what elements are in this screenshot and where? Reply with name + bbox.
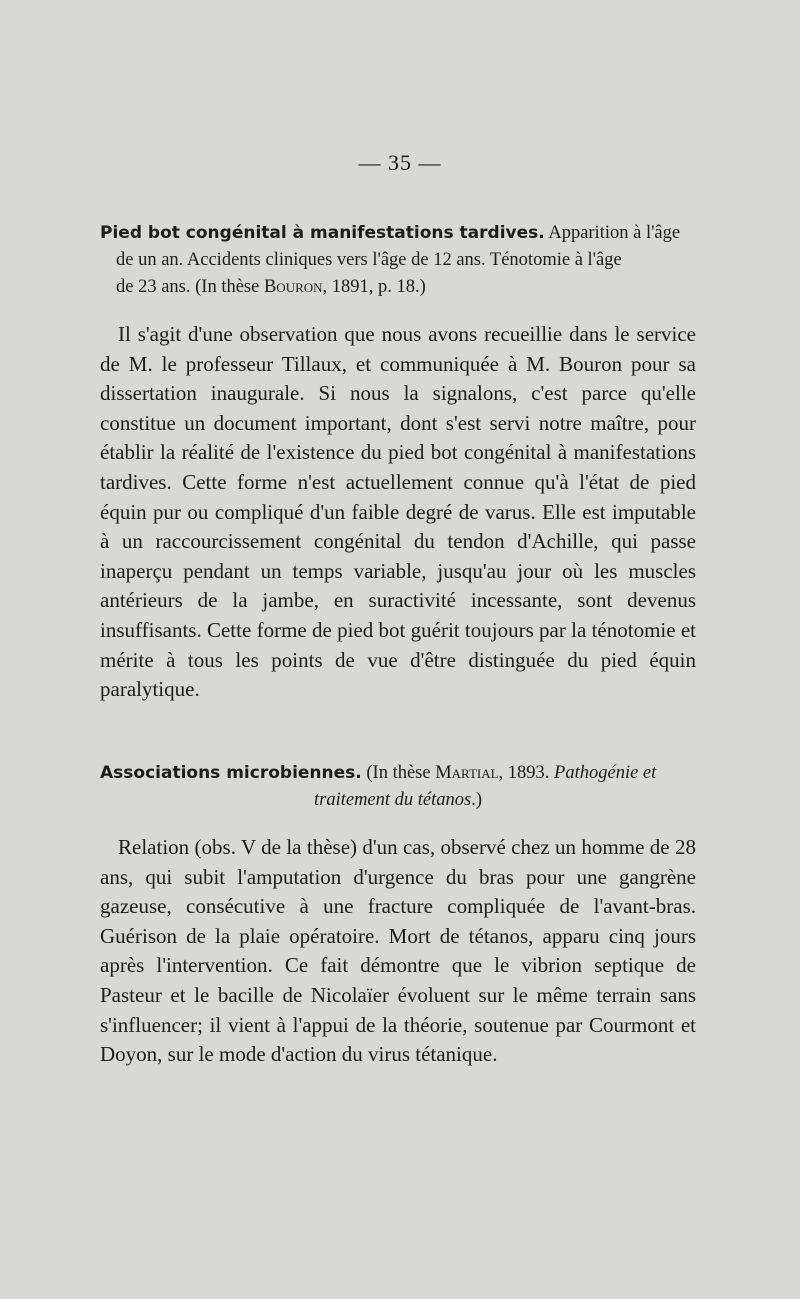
- section-desc-line1: Apparition à l'âge: [548, 223, 681, 243]
- section-desc-pre: de 23 ans. (In thèse: [116, 277, 260, 297]
- section-desc-post: .): [471, 790, 483, 810]
- section-desc-pre: (In thèse: [366, 763, 431, 783]
- body-paragraph-2: Relation (obs. V de la thèse) d'un cas, observé chez un homme de 28 ans, qui subit l'amputation d'urgence du bras pour une gangrène gazeuse, consécutive à une fracture compliquée de l'avant-bras. Guérison de la plaie opératoire. Mort de tétanos, apparu cinq jours après l'intervention. Ce fait démontre que le vibrion septique de Pasteur et le bacille de Nicolaïer évoluent sur le même terrain sans s'influencer; il vient à l'appui de la théorie, soutenue par Courmont et Doyon, sur le mode d'action du virus tétanique.: [100, 835, 696, 1067]
- section-desc-author: Martial: [435, 763, 499, 783]
- section-title: Associations microbiennes.: [100, 763, 362, 783]
- section-desc-line2-text: de un an. Accidents cliniques vers l'âge de 12 ans. Ténotomie à l'âge: [116, 250, 622, 270]
- section-desc-italic-title: Pathogénie et: [554, 763, 657, 783]
- page-number: — 35 —: [358, 150, 442, 175]
- section-heading-associations: [100, 760, 696, 814]
- section-desc-author: Bouron: [263, 277, 323, 297]
- section-desc-italic-title-2: traitement du tétanos: [313, 790, 472, 810]
- section-desc-year: , 1893.: [498, 763, 550, 783]
- section-desc-line3: [100, 274, 696, 301]
- section-desc-line2: [100, 247, 696, 274]
- body-paragraph-1: Il s'agit d'une observation que nous avons recueillie dans le service de M. le professeur Tillaux, et communiquée à M. Bouron pour sa dissertation inaugurale. Si nous la signalons, c'est parce qu'elle constitue un document important, dont s'est servi notre maître, pour établir la réalité de l'existence du pied bot congénital à manifestations tardives. Cette forme n'est actuellement connue qu'à l'état de pied équin pur ou compliqué d'un faible degré de varus. Elle est imputable à un raccourcissement congénital du tendon d'Achille, qui passe inaperçu pendant un temps variable, jusqu'au jour où les muscles antérieurs de la jambe, en suractivité incessante, sont devenus insuffisants. Cette forme de pied bot guérit toujours par la ténotomie et mérite à tous les points de vue d'être distinguée du pied équin paralytique.: [100, 322, 696, 702]
- section-desc-post: , 1891, p. 18.): [322, 277, 426, 297]
- section-title: Pied bot congénital à manifestations tardives.: [100, 223, 545, 243]
- section-heading-pied-bot: [100, 220, 696, 301]
- section-desc-line2: [100, 787, 696, 814]
